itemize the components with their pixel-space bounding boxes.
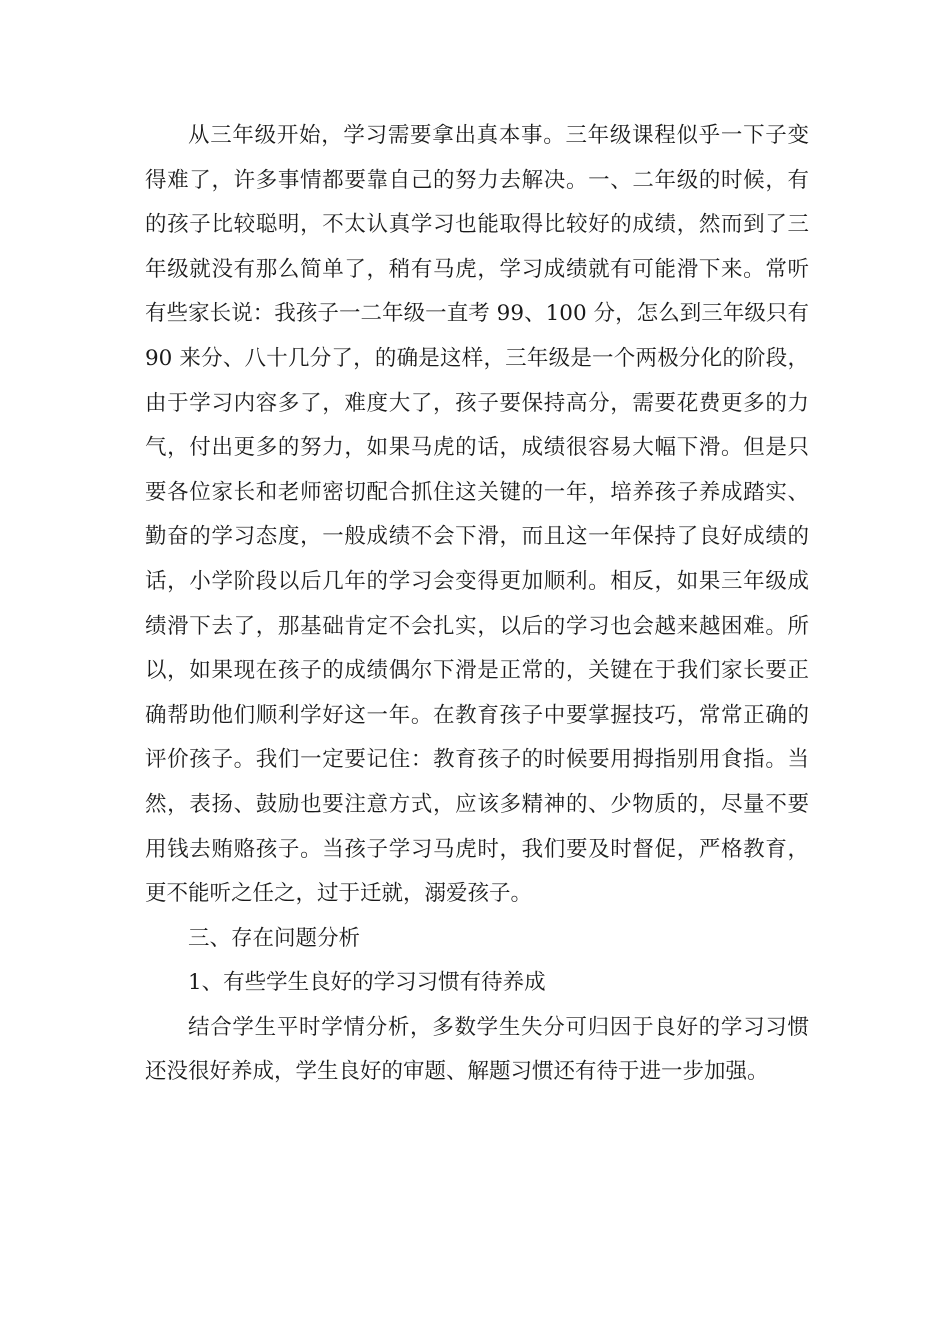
body-paragraph-grade-three: 从三年级开始，学习需要拿出真本事。三年级课程似乎一下子变得难了，许多事情都要靠自己的努力去解决。一、二年级的时候，有的孩子比较聪明，不太认真学习也能取得比较好的成绩，然而到了三年级就没有那么简单了，稍有马虎，学习成绩就有可能滑下来。常听有些家长说：我孩子一二年级一直考 99、100 分，怎么到三年级只有 90 来分、八十几分了，的确是这样，三年级是一个两极分化的阶段，由于学习内容多了，难度大了，孩子要保持高分，需要花费更多的力气，付出更多的努力，如果马虎的话，成绩很容易大幅下滑。但是只要各位家长和老师密切配合抓住这关键的一年，培养孩子养成踏实、勤奋的学习态度，一般成绩不会下滑，而且这一年保持了良好成绩的话，小学阶段以后几年的学习会变得更加顺利。相反，如果三年级成绩滑下去了，那基础肯定不会扎实，以后的学习也会越来越困难。所以，如果现在孩子的成绩偶尔下滑是正常的，关键在于我们家长要正确帮助他们顺利学好这一年。在教育孩子中要掌握技巧，常常正确的评价孩子。我们一定要记住：教育孩子的时候要用拇指别用食指。当然，表扬、鼓励也要注意方式，应该多精神的、少物质的，尽量不要用钱去贿赂孩子。当孩子学习马虎时，我们要及时督促，严格教育，更不能听之任之，过于迁就，溺爱孩子。 bbox=[145, 123, 809, 907]
subsection-heading-study-habits: 1、有些学生良好的学习习惯有待养成 bbox=[188, 970, 546, 996]
section-heading-problem-analysis: 三、存在问题分析 bbox=[188, 925, 361, 951]
document-page bbox=[145, 114, 809, 1095]
body-paragraph-study-habits: 结合学生平时学情分析，多数学生失分可归因于良好的学习习惯还没很好养成，学生良好的审题、解题习惯还有待于进一步加强。 bbox=[145, 1014, 809, 1085]
